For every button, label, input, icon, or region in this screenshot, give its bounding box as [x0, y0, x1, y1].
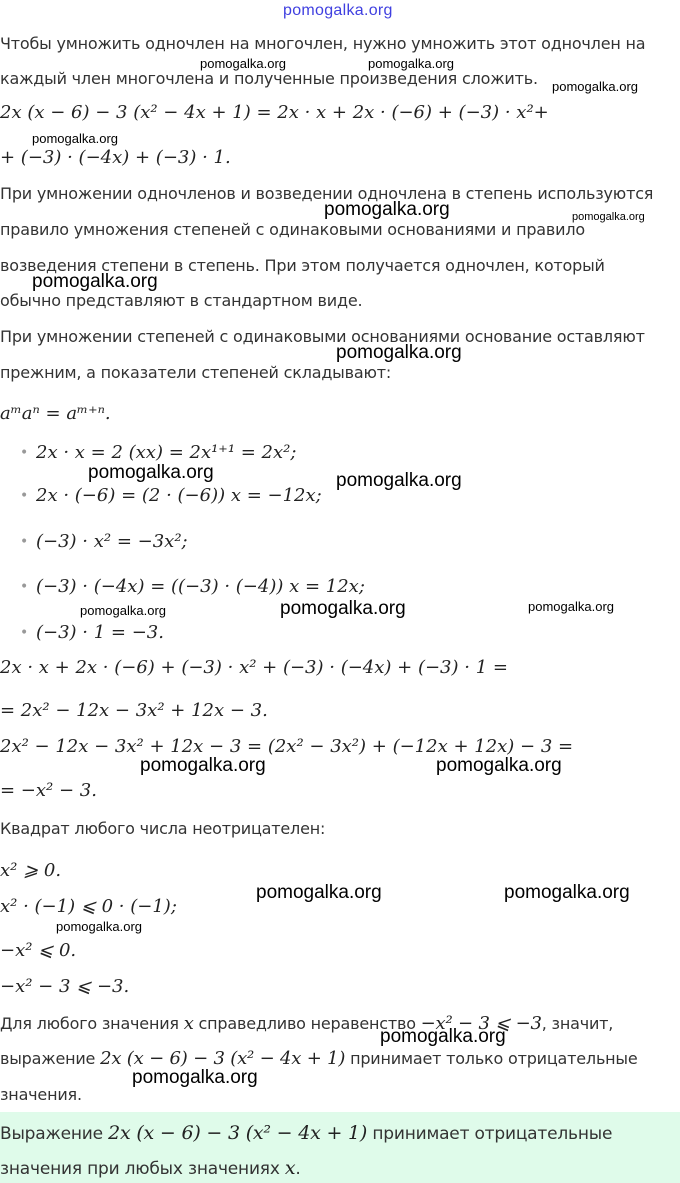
paragraph-line: значения.	[0, 1085, 82, 1104]
formula-line: 2x² − 12x − 3x² + 12x − 3 = (2x² − 3x²) + (−12x + 12x) − 3 =	[0, 736, 574, 757]
text: принимает отрицательные	[367, 1124, 613, 1144]
bullet-formula: (−3) · x² = −3x²;	[36, 531, 188, 552]
formula-line: 2x (x − 6) − 3 (x² − 4x + 1) = 2x · x + 2x · (−6) + (−3) · x²+	[0, 102, 549, 123]
watermark: pomogalka.org	[572, 211, 645, 223]
formula-line: = 2x² − 12x − 3x² + 12x − 3.	[0, 700, 268, 721]
watermark: pomogalka.org	[140, 755, 266, 776]
paragraph-line	[0, 1012, 613, 1036]
paragraph-line: При умножении степеней с одинаковыми основаниями основание оставляют	[0, 327, 645, 346]
text: справедливо неравенство	[193, 1014, 421, 1033]
paragraph-line: Квадрат любого числа неотрицателен:	[0, 819, 326, 838]
inline-math: 2x (x − 6) − 3 (x² − 4x + 1)	[100, 1048, 346, 1069]
formula-line: −x² ⩽ 0.	[0, 940, 77, 961]
paragraph-line: обычно представляют в стандартном виде.	[0, 291, 363, 310]
paragraph-line: При умножении одночленов и возведении одночлена в степень используются	[0, 184, 654, 203]
formula-line: + (−3) · (−4x) + (−3) · 1.	[0, 147, 231, 168]
site-watermark-header: pomogalka.org	[283, 2, 393, 19]
watermark: pomogalka.org	[336, 342, 462, 363]
answer-line	[0, 1121, 612, 1145]
text: Выражение	[0, 1124, 109, 1144]
watermark: pomogalka.org	[280, 598, 406, 619]
bullet-marker: •	[20, 488, 29, 504]
bullet-marker: •	[20, 534, 29, 550]
watermark: pomogalka.org	[80, 603, 166, 618]
paragraph-line: прежним, а показатели степеней складывают:	[0, 363, 392, 382]
text: , значит,	[541, 1014, 614, 1033]
inline-math: 2x (x − 6) − 3 (x² − 4x + 1)	[108, 1122, 368, 1144]
watermark: pomogalka.org	[200, 56, 286, 71]
text: Для любого значения	[0, 1014, 184, 1033]
formula-line: = −x² − 3.	[0, 780, 97, 801]
watermark: pomogalka.org	[324, 199, 450, 220]
text: .	[295, 1159, 301, 1179]
watermark: pomogalka.org	[336, 470, 462, 491]
paragraph-line: Чтобы умножить одночлен на многочлен, нужно умножить этот одночлен на	[0, 34, 646, 53]
bullet-formula: 2x · x = 2 (xx) = 2x¹⁺¹ = 2x²;	[36, 442, 297, 463]
bullet-marker: •	[20, 625, 29, 641]
paragraph-line: возведения степени в степень. При этом получается одночлен, который	[0, 256, 605, 275]
paragraph-line	[0, 1047, 638, 1071]
text: выражение	[0, 1049, 101, 1068]
watermark: pomogalka.org	[368, 56, 454, 71]
watermark: pomogalka.org	[528, 599, 614, 614]
watermark: pomogalka.org	[504, 882, 630, 903]
formula-line: x² ⩾ 0.	[0, 860, 62, 881]
bullet-formula: (−3) · 1 = −3.	[36, 622, 164, 643]
formula-line: 2x · x + 2x · (−6) + (−3) · x² + (−3) · (−4x) + (−3) · 1 =	[0, 657, 508, 678]
inline-math: x	[183, 1013, 194, 1034]
formula-line: −x² − 3 ⩽ −3.	[0, 976, 130, 997]
answer-line	[0, 1156, 301, 1180]
inline-math: x	[284, 1157, 296, 1179]
inline-math: −x² − 3 ⩽ −3	[420, 1013, 542, 1034]
text: принимает только отрицательные	[345, 1049, 638, 1068]
formula-line: x² · (−1) ⩽ 0 · (−1);	[0, 896, 177, 917]
watermark: pomogalka.org	[32, 131, 118, 146]
watermark: pomogalka.org	[56, 919, 142, 934]
watermark: pomogalka.org	[256, 882, 382, 903]
bullet-formula: 2x · (−6) = (2 · (−6)) x = −12x;	[36, 485, 322, 506]
watermark: pomogalka.org	[436, 755, 562, 776]
watermark: pomogalka.org	[32, 271, 158, 292]
bullet-marker: •	[20, 445, 29, 461]
formula-line: aᵐaⁿ = aᵐ⁺ⁿ.	[0, 403, 111, 424]
watermark: pomogalka.org	[380, 1026, 506, 1047]
paragraph-line: правило умножения степеней с одинаковыми основаниями и правило	[0, 220, 585, 239]
paragraph-line: каждый член многочлена и полученные произведения сложить.	[0, 69, 538, 88]
watermark: pomogalka.org	[132, 1067, 258, 1088]
bullet-formula: (−3) · (−4x) = ((−3) · (−4)) x = 12x;	[36, 576, 365, 597]
watermark: pomogalka.org	[88, 462, 214, 483]
watermark: pomogalka.org	[552, 79, 638, 94]
text: значения при любых значениях	[0, 1159, 285, 1179]
bullet-marker: •	[20, 579, 29, 595]
